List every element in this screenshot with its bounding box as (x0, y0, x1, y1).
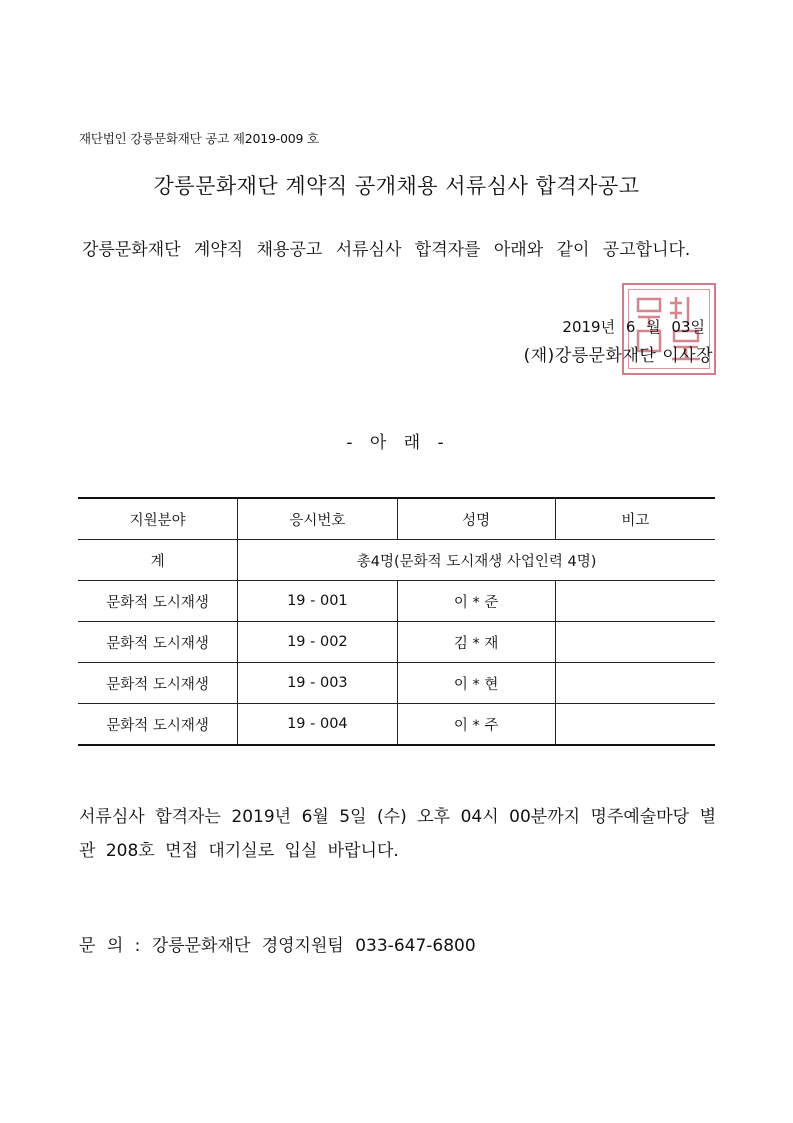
row-name: 이 * 주 (397, 704, 555, 746)
page-title: 강릉문화재단 계약직 공개채용 서류심사 합격자공고 (153, 174, 640, 198)
header-number: 응시번호 (238, 498, 397, 540)
row-field: 문화적 도시재생 (78, 581, 238, 622)
summary-text: 총4명(문화적 도시재생 사업인력 4명) (238, 540, 715, 581)
row-name: 이 * 준 (397, 581, 555, 622)
below-heading: - 아 래 - (346, 433, 447, 453)
interview-notice: 서류심사 합격자는 2019년 6월 5일 (수) 오후 04시 00분까지 명주예술마당 별관 208호 면접 대기실로 입실 바랍니다. (79, 807, 716, 861)
row-field: 문화적 도시재생 (78, 704, 238, 746)
header-field: 지원분야 (78, 498, 238, 540)
table-row (78, 704, 715, 746)
row-number: 19 - 001 (238, 581, 397, 622)
row-number: 19 - 002 (238, 622, 397, 663)
table-row (78, 581, 715, 622)
issuer-name: (재)강릉문화재단 이사장 (523, 346, 713, 366)
row-remark (555, 622, 715, 663)
summary-row (78, 540, 715, 581)
table-row (78, 622, 715, 663)
intro-paragraph: 강릉문화재단 계약직 채용공고 서류심사 합격자를 아래와 같이 공고합니다. (82, 240, 691, 260)
row-remark (555, 581, 715, 622)
row-remark (555, 663, 715, 704)
table-header-row (78, 498, 715, 540)
contact-info: 문 의 : 강릉문화재단 경영지원팀 033-647-6800 (79, 936, 476, 956)
document-number: 재단법인 강릉문화재단 공고 제2019-009 호 (79, 131, 319, 146)
header-remark: 비고 (555, 498, 715, 540)
table-row (78, 663, 715, 704)
row-remark (555, 704, 715, 746)
row-number: 19 - 004 (238, 704, 397, 746)
row-field: 문화적 도시재생 (78, 622, 238, 663)
results-table (78, 497, 715, 746)
announcement-date: 2019년 6 월 03일 (562, 318, 705, 336)
row-name: 김 * 재 (397, 622, 555, 663)
summary-label: 계 (78, 540, 238, 581)
header-name: 성명 (397, 498, 555, 540)
row-name: 이 * 현 (397, 663, 555, 704)
row-field: 문화적 도시재생 (78, 663, 238, 704)
row-number: 19 - 003 (238, 663, 397, 704)
